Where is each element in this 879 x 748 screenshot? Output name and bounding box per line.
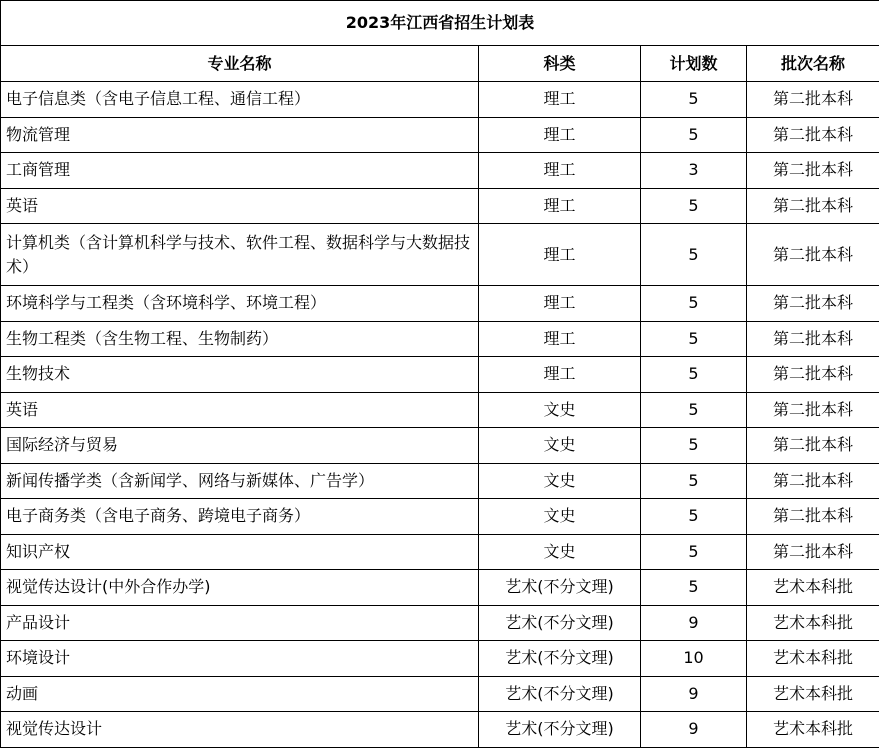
cell-batch: 艺术本科批 [747,641,879,677]
table-row [1,534,879,570]
cell-count: 5 [641,82,747,118]
cell-count: 9 [641,712,747,748]
cell-category: 文史 [479,428,641,464]
table-row [1,392,879,428]
cell-major: 环境科学与工程类（含环境科学、环境工程） [1,286,479,322]
table-row [1,286,879,322]
cell-major: 知识产权 [1,534,479,570]
table-title: 2023年江西省招生计划表 [1,1,879,46]
cell-batch: 第二批本科 [747,188,879,224]
table-row [1,676,879,712]
cell-count: 5 [641,286,747,322]
cell-major: 英语 [1,188,479,224]
cell-count: 5 [641,321,747,357]
cell-major: 物流管理 [1,117,479,153]
cell-batch: 第二批本科 [747,357,879,393]
cell-category: 文史 [479,392,641,428]
cell-major: 新闻传播学类（含新闻学、网络与新媒体、广告学） [1,463,479,499]
header-batch: 批次名称 [747,46,879,82]
table-row [1,82,879,118]
cell-batch: 第二批本科 [747,286,879,322]
cell-category: 艺术(不分文理) [479,570,641,606]
cell-category: 艺术(不分文理) [479,676,641,712]
cell-major: 生物技术 [1,357,479,393]
cell-major: 英语 [1,392,479,428]
title-row [1,1,879,46]
cell-count: 9 [641,676,747,712]
cell-batch: 第二批本科 [747,392,879,428]
table-row [1,224,879,286]
cell-batch: 艺术本科批 [747,605,879,641]
table-row [1,712,879,748]
cell-major: 计算机类（含计算机科学与技术、软件工程、数据科学与大数据技术） [1,224,479,286]
cell-batch: 第二批本科 [747,224,879,286]
cell-batch: 艺术本科批 [747,570,879,606]
cell-category: 理工 [479,321,641,357]
cell-count: 5 [641,463,747,499]
cell-batch: 第二批本科 [747,153,879,189]
cell-batch: 第二批本科 [747,428,879,464]
cell-batch: 第二批本科 [747,117,879,153]
cell-batch: 第二批本科 [747,82,879,118]
table-row [1,641,879,677]
cell-category: 文史 [479,463,641,499]
table-row [1,605,879,641]
header-row [1,46,879,82]
cell-major: 环境设计 [1,641,479,677]
cell-major: 电子商务类（含电子商务、跨境电子商务） [1,499,479,535]
cell-batch: 艺术本科批 [747,676,879,712]
cell-count: 5 [641,392,747,428]
cell-category: 理工 [479,188,641,224]
table-row [1,428,879,464]
cell-major: 生物工程类（含生物工程、生物制药） [1,321,479,357]
cell-count: 5 [641,117,747,153]
cell-count: 5 [641,428,747,464]
cell-category: 理工 [479,357,641,393]
cell-count: 10 [641,641,747,677]
table-row [1,570,879,606]
cell-category: 理工 [479,224,641,286]
header-category: 科类 [479,46,641,82]
cell-major: 国际经济与贸易 [1,428,479,464]
cell-batch: 第二批本科 [747,463,879,499]
table-row [1,153,879,189]
cell-category: 理工 [479,153,641,189]
table-row [1,499,879,535]
cell-major: 产品设计 [1,605,479,641]
cell-batch: 第二批本科 [747,499,879,535]
cell-count: 5 [641,570,747,606]
table-row [1,117,879,153]
cell-batch: 艺术本科批 [747,712,879,748]
cell-major: 视觉传达设计 [1,712,479,748]
header-major: 专业名称 [1,46,479,82]
cell-count: 5 [641,534,747,570]
cell-category: 理工 [479,117,641,153]
cell-category: 艺术(不分文理) [479,641,641,677]
cell-count: 5 [641,357,747,393]
table-row [1,357,879,393]
cell-count: 5 [641,224,747,286]
cell-category: 文史 [479,534,641,570]
cell-major: 电子信息类（含电子信息工程、通信工程） [1,82,479,118]
cell-major: 动画 [1,676,479,712]
cell-category: 理工 [479,286,641,322]
cell-count: 5 [641,499,747,535]
table-row [1,321,879,357]
header-count: 计划数 [641,46,747,82]
table-row [1,463,879,499]
cell-category: 文史 [479,499,641,535]
cell-category: 艺术(不分文理) [479,605,641,641]
cell-category: 艺术(不分文理) [479,712,641,748]
cell-batch: 第二批本科 [747,321,879,357]
table-body [1,82,879,748]
cell-major: 工商管理 [1,153,479,189]
cell-batch: 第二批本科 [747,534,879,570]
cell-count: 5 [641,188,747,224]
cell-count: 3 [641,153,747,189]
cell-major: 视觉传达设计(中外合作办学) [1,570,479,606]
table-row [1,188,879,224]
cell-count: 9 [641,605,747,641]
cell-category: 理工 [479,82,641,118]
